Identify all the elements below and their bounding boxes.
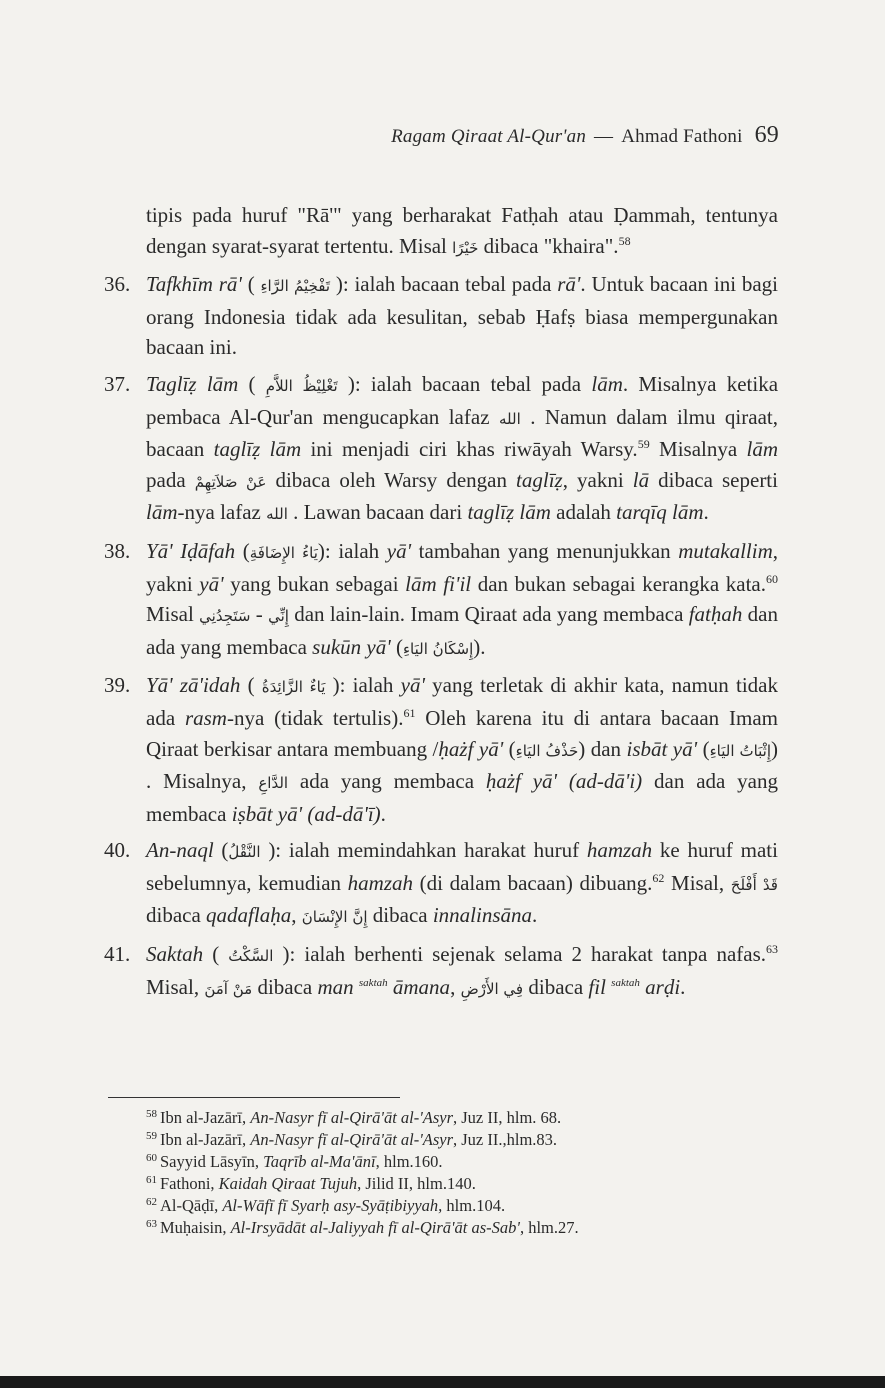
footnote-ref: 58 [618,233,631,248]
arabic-term: الله [266,505,288,524]
arabic-term: عَنْ صَلاَتِهِمْ [194,472,267,491]
scan-edge-bar [0,1376,885,1388]
arabic-term: فِي الأَرْضِ [460,979,524,998]
saktah-mark: saktah [611,976,640,989]
arabic-term: يَاءُ الإِضَافَةِ [249,543,318,562]
arabic-term: الدَّاعِ [258,774,289,793]
footnote-ref: 60 [766,571,778,586]
item-number: 37. [104,371,131,396]
list-item-37: 37. Taglīẓ lām ( تَغْلِيْظُ اللاَّمِ ): ialah bacaan tebal pada lām. Misalnya ketika pembaca Al-Qur'an mengucapkan lafaz الله . Namun dalam ilmu qiraat, bacaan taglīẓ lām ini menjadi ciri khas riwāyah Warsy.$^{59}$ Misalnya lām pada عَنْ صَلاَتِهِمْ dibaca oleh Warsy dengan taglīẓ, yakni lā dibaca seperti lām-nya lafaz الله . Lawan bacaan dari taglīẓ lām adalah tarqīq lām. [146,369,778,530]
list-item-40: 40. An-naql (النَّقْلُ ): ialah memindahkan harakat huruf hamzah ke huruf mati sebelumnya, kemudian hamzah (di dalam bacaan) dibuang.$^{62}$ Misal, قَدْ أَفْلَحَ dibaca qadaflaḥa, إِنَّ الإِنْسَانَ dibaca innalinsāna. [146,835,778,933]
book-title: Ragam Qiraat Al-Qur'an [391,126,587,147]
author-name: Ahmad Fathoni [621,126,743,147]
item-number: 36. [104,272,131,297]
arabic-term: يَاءٌ الزَّائِدَةُ [261,678,326,697]
footnote-59: $^{59}$ Ibn al-Jazārī, An-Nasyr fī al-Qirā'āt al-'Asyr, Juz II.,hlm.83. [146,1129,558,1149]
footnote-ref: 61 [403,705,416,720]
list-item-41: 41. Saktah ( السَّكْتُ ): ialah berhenti sejenak selama 2 harakat tanpa nafas.$^{63}$ Misal, مَنْ آمَنَ dibaca man $^{saktah}$ āmana, فِي الأَرْضِ dibaca fil $^{saktah}$ arḍi. [146,939,778,1004]
footnotes [146,1107,786,1239]
arabic-term: سَتَجِدُنِي [199,607,251,626]
item-number: 38. [104,538,131,563]
page-number: 69 [754,122,779,148]
intro-text: dibaca "khaira". [478,233,619,258]
arabic-term: إِسْكَانُ اليَاءِ [402,639,474,658]
footnote-58: $^{58}$ Ibn al-Jazārī, An-Nasyr fī al-Qirā'āt al-'Asyr, Juz II, hlm. 68. [146,1107,562,1127]
term: An-naql [146,838,214,863]
arabic-term: النَّقْلُ [228,843,261,862]
term: Saktah [146,942,204,967]
arabic-term: إِنِّي [268,607,289,626]
item-number: 40. [104,838,131,863]
footnote-62: $^{62}$ Al-Qāḍī, Al-Wāfī fī Syarḥ asy-Syāṭibiyyah, hlm.104. [146,1195,506,1215]
term: Taglīẓ lām [146,371,239,396]
arabic-term: إِثْبَاتُ اليَاءِ [709,741,772,760]
term: Yā' zā'idah [146,673,241,698]
intro-paragraph [146,200,778,263]
footnote-61: $^{61}$ Fathoni, Kaidah Qiraat Tujuh, Jilid II, hlm.140. [146,1173,476,1193]
arabic-term: تَفْخِيْمُ الرَّاءِ [260,277,331,296]
arabic-term: السَّكْتُ [228,947,274,966]
arabic-term: تَغْلِيْظُ اللاَّمِ [265,376,338,395]
saktah-mark: saktah [358,976,388,989]
list-item-39: 39. Yā' zā'idah ( يَاءٌ الزَّائِدَةُ ): ialah yā' yang terletak di akhir kata, namun tidak ada rasm-nya (tidak tertulis).$^{61}$ Oleh karena itu di antara bacaan Imam Qiraat berkisar antara membuang /ḥażf yā' (حَذْفُ اليَاءِ) dan isbāt yā' (إِثْبَاتُ اليَاءِ) . Misalnya, الدَّاعِ ada yang membaca ḥażf yā' (ad-dā'i) dan ada yang membaca iṣbāt yā' (ad-dā'ī). [146,670,778,829]
footnote-ref: 59 [637,437,650,452]
term: Yā' Iḍāfah [146,538,236,563]
item-number: 39. [104,673,131,698]
arabic-term: حَذْفُ اليَاءِ [515,741,579,760]
footnote-63: $^{63}$ Muḥaisin, Al-Irsyādāt al-Jaliyyah fī al-Qirā'āt as-Sab', hlm.27. [146,1217,579,1237]
term: Tafkhīm rā' [146,272,242,297]
arabic-term: خَيْرًا [452,238,479,257]
arabic-term: الله [498,409,521,428]
footnote-60: $^{60}$ Sayyid Lāsyīn, Taqrīb al-Ma'ānī, hlm.160. [146,1151,443,1171]
list-item-36: 36. Tafkhīm rā' ( تَفْخِيْمُ الرَّاءِ ): ialah bacaan tebal pada rā'. Untuk bacaan ini bagi orang Indonesia tidak ada kesulitan, sebab Ḥafṣ biasa mempergunakan bacaan ini. [146,269,778,363]
footnote-divider [108,1097,400,1098]
main-text [104,200,779,1010]
arabic-term: قَدْ أَفْلَحَ [730,875,778,894]
list-item-38: 38. Yā' Iḍāfah (يَاءُ الإِضَافَةِ): ialah yā' tambahan yang menunjukkan mutakallim, yakni yā' yang bukan sebagai lām fi'il dan bukan sebagai kerangka kata.$^{60}$ Misal سَتَجِدُنِي - إِنِّي dan lain-lain. Imam Qiraat ada yang membaca fatḥah dan ada yang membaca sukūn yā' (إِسْكَانُ اليَاءِ). [146,536,778,664]
running-header [391,122,779,149]
intro-text: tipis pada huruf "Rā'" yang berharakat Fatḥah atau Ḍammah, tentunya dengan syarat-syarat tertentu. Misal [146,203,778,258]
arabic-term: مَنْ آمَنَ [204,979,253,998]
arabic-term: إِنَّ الإِنْسَانَ [301,908,368,927]
footnote-ref: 62 [652,870,665,885]
item-number: 41. [104,942,131,967]
header-dash: — [594,126,614,147]
footnote-ref: 63 [766,942,778,957]
